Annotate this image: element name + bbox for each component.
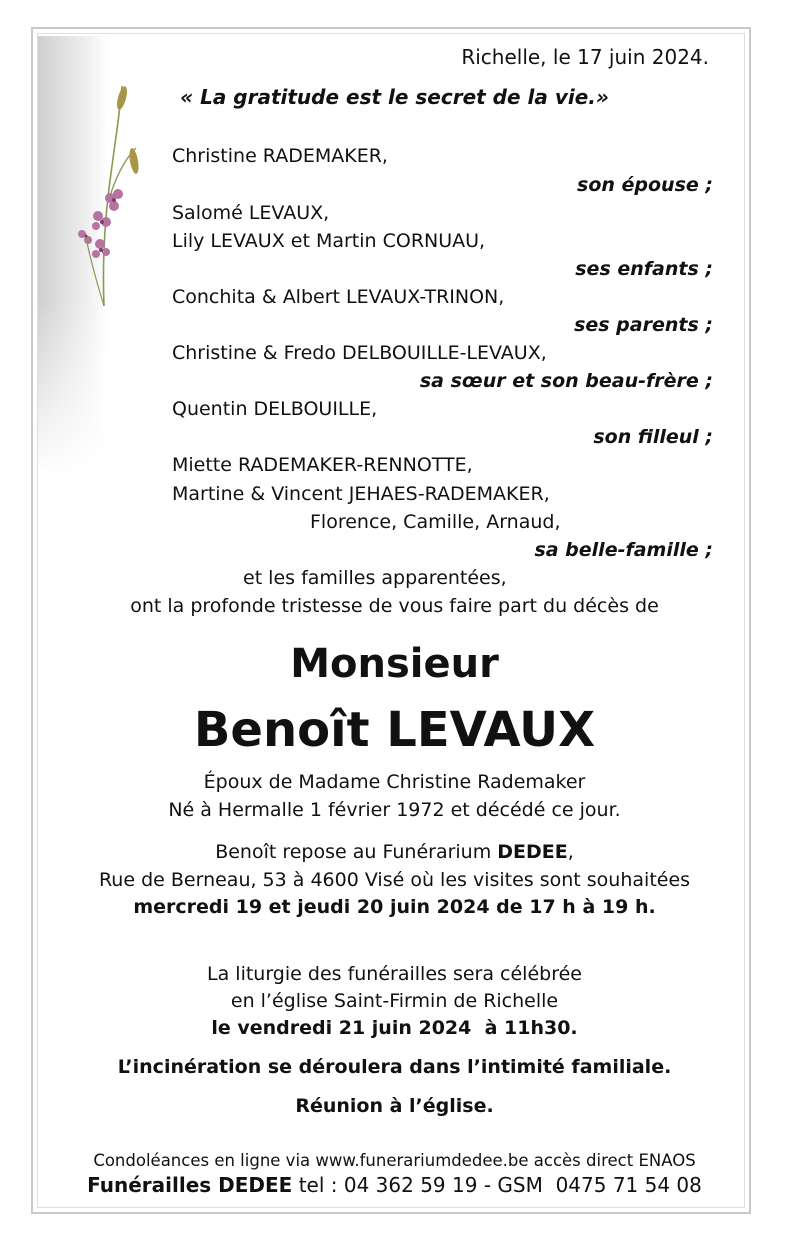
funeral-home-name: Funérailles DEDEE — [87, 1173, 293, 1197]
rest-prefix: Benoît repose au Funérarium — [215, 841, 492, 863]
cremation-line: L’incinération se déroulera dans l’intimité familiale. — [117, 1056, 672, 1078]
family-relation: son filleul ; — [593, 426, 713, 448]
condolences-line: Condoléances en ligne via www.funerariumdedee.be accès direct ENAOS — [93, 1151, 696, 1170]
family-name: Conchita & Albert LEVAUX-TRINON, — [172, 286, 505, 308]
deceased-name: Benoît LEVAUX — [193, 702, 596, 758]
rest-suffix: , — [567, 841, 574, 863]
rest-line — [0, 841, 789, 863]
family-relation: son épouse ; — [577, 174, 713, 196]
announcement: ont la profonde tristesse de vous faire part du décès de — [130, 595, 659, 617]
family-name: Salomé LEVAUX, — [172, 202, 330, 224]
family-relation: ses parents ; — [574, 314, 713, 336]
family-name: Lily LEVAUX et Martin CORNUAU, — [172, 230, 486, 252]
families-line: et les familles apparentées, — [243, 567, 507, 589]
quote: « La gratitude est le secret de la vie.» — [180, 85, 609, 109]
family-relation: ses enfants ; — [575, 258, 713, 280]
family-relation: sa sœur et son beau-frère ; — [419, 370, 713, 392]
liturgy-line-2: en l’église Saint-Firmin de Richelle — [230, 990, 559, 1012]
family-name: Christine & Fredo DELBOUILLE-LEVAUX, — [172, 342, 547, 364]
funerarium-name: DEDEE — [497, 841, 568, 863]
family-name: Florence, Camille, Arnaud, — [310, 511, 561, 533]
contact-line — [0, 1174, 789, 1196]
address-line: Rue de Berneau, 53 à 4600 Visé où les visites sont souhaitées — [98, 869, 691, 891]
family-name: Martine & Vincent JEHAES-RADEMAKER, — [172, 483, 550, 505]
liturgy-line-3: le vendredi 21 juin 2024 à 11h30. — [211, 1017, 578, 1039]
spouse-line: Époux de Madame Christine Rademaker — [203, 771, 586, 793]
deceased-title: Monsieur — [290, 641, 499, 687]
birth-line: Né à Hermalle 1 février 1972 et décédé ce jour. — [168, 799, 621, 821]
violet-flower-icon — [66, 76, 146, 316]
liturgy-line-1: La liturgie des funérailles sera célébrée — [207, 963, 582, 985]
family-name: Quentin DELBOUILLE, — [172, 398, 378, 420]
family-name: Christine RADEMAKER, — [172, 145, 388, 167]
family-name: Miette RADEMAKER-RENNOTTE, — [172, 454, 473, 476]
contact-numbers: tel : 04 362 59 19 - GSM 0475 71 54 08 — [292, 1173, 702, 1197]
family-relation: sa belle-famille ; — [534, 539, 713, 561]
place-date: Richelle, le 17 juin 2024. — [461, 45, 709, 69]
meeting-line: Réunion à l’église. — [295, 1095, 494, 1117]
visits-line: mercredi 19 et jeudi 20 juin 2024 de 17 h à 19 h. — [133, 896, 656, 918]
